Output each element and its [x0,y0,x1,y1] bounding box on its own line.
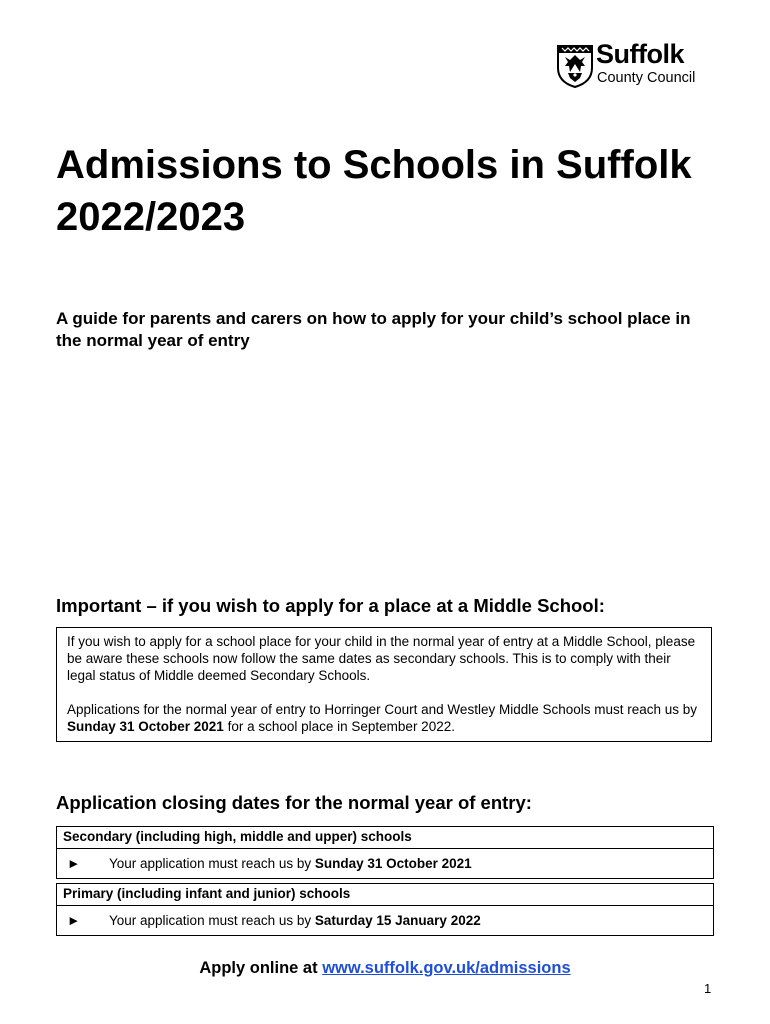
secondary-closing-date-block [56,826,714,879]
closing-dates-heading: Application closing dates for the normal year of entry: [56,792,532,813]
important-paragraph-2 [67,701,701,735]
admissions-link[interactable]: www.suffolk.gov.uk/admissions [322,959,571,977]
important-paragraph-2-start: Applications for the normal year of entry to Horringer Court and Westley Middle Schools must reach us by [67,702,698,717]
secondary-deadline-label: Your application must reach us by [109,856,315,871]
suffolk-county-council-logo [556,39,721,88]
apply-online-label: Apply online at [199,959,323,977]
arrow-right-icon: ► [67,913,81,928]
important-paragraph-2-end: for a school place in September 2022. [223,719,455,734]
secondary-block-title: Secondary (including high, middle and upper) schools [57,827,713,849]
primary-deadline-text [109,906,481,935]
primary-deadline-label: Your application must reach us by [109,913,315,928]
important-heading: Important – if you wish to apply for a place at a Middle School: [56,595,605,616]
primary-deadline-date: Saturday 15 January 2022 [314,913,481,928]
important-notice-box [56,627,712,742]
page-title: Admissions to Schools in Suffolk 2022/2023 [56,143,692,239]
primary-deadline-row [57,906,713,935]
logo-name: Suffolk [596,39,684,69]
primary-closing-date-block [56,883,714,936]
suffolk-crest-icon [556,44,594,88]
secondary-deadline-row [57,849,713,878]
logo-subtitle: County Council [597,70,696,86]
apply-online-line [0,959,770,978]
primary-block-title: Primary (including infant and junior) schools [57,884,713,906]
important-paragraph-1: If you wish to apply for a school place for your child in the normal year of entry at a Middle School, please be aware these schools now follow the same dates as secondary schools. This is to comply with their legal status of Middle deemed Secondary Schools. [67,634,696,683]
secondary-deadline-date: Sunday 31 October 2021 [314,856,472,871]
middle-school-deadline: Sunday 31 October 2021 [67,719,224,734]
page-subtitle: A guide for parents and carers on how to apply for your child’s school place in the normal year of entry [56,309,691,350]
secondary-deadline-text [109,849,472,878]
arrow-right-icon: ► [67,856,81,871]
page-number: 1 [704,981,712,996]
